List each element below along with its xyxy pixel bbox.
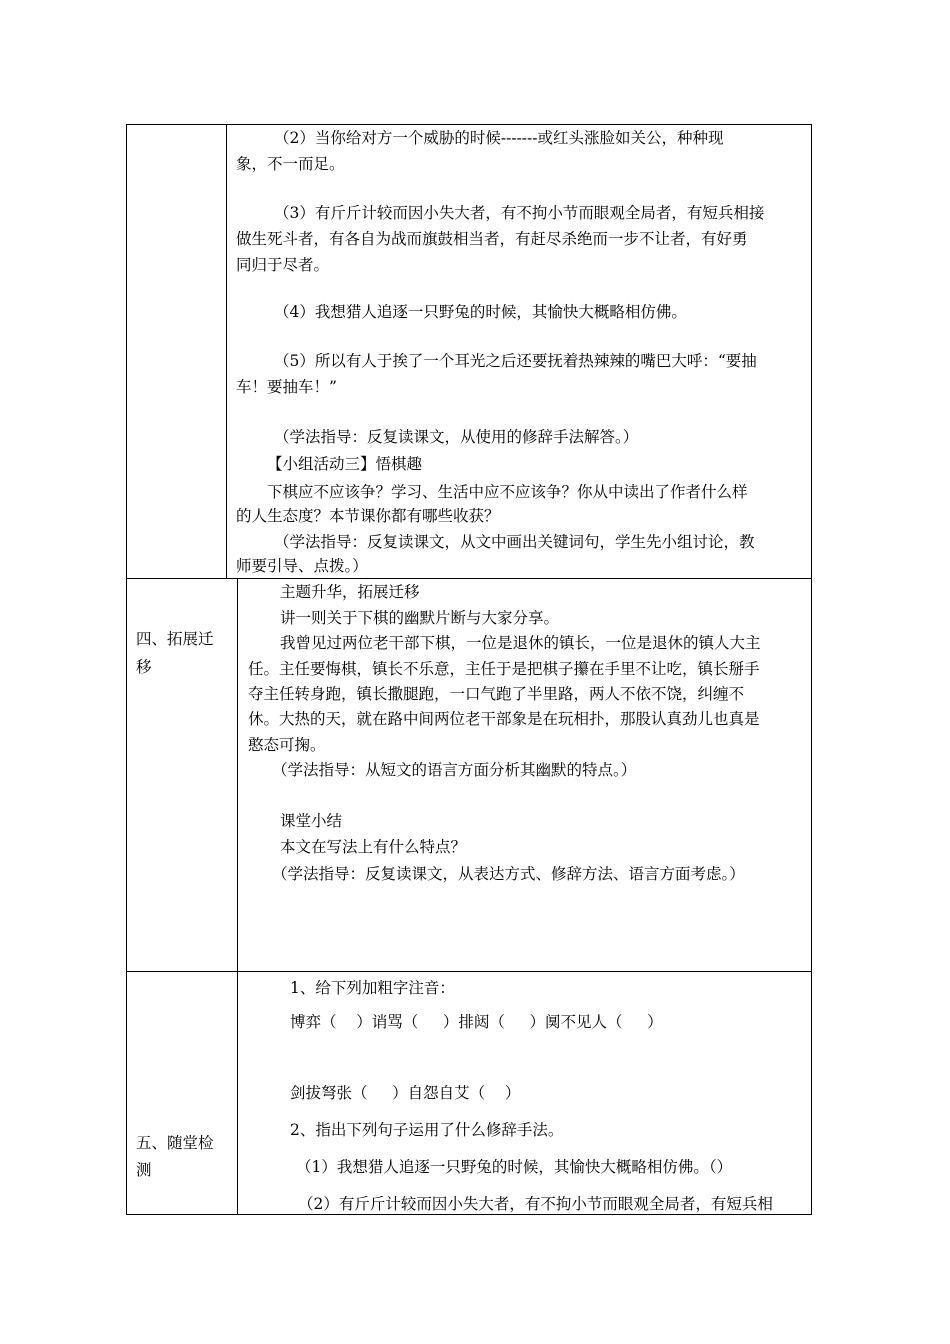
story-line5: 憨态可掬。 (248, 736, 326, 754)
item-5-line1: （5）所以有人于挨了一个耳光之后还要抚着热辣辣的嘴巴大呼：“要抽 (274, 352, 757, 370)
row-divider-1 (126, 578, 812, 579)
study-guide-4: （学法指导：反复读课文，从表达方式、修辞方法、语言方面考虑。） (272, 865, 745, 883)
question-2-item-1: （1）我想猎人追逐一只野兔的时候，其愉快大概略相仿佛。（） (296, 1158, 733, 1176)
question-2-item-2: （2）有斤斤计较而因小失大者，有不拘小节而眼观全局者，有短兵相 (298, 1195, 773, 1213)
question-1-items-line2: 剑拔弩张（ ）自怨自艾（ ） (290, 1084, 521, 1102)
question-1-items-line1: 博弈（ ）诮骂（ ）排闼（ ）阒不见人（ ） (290, 1013, 663, 1031)
study-guide-2-line2: 师要引导、点拨。） (236, 557, 368, 575)
study-guide-3: （学法指导：从短文的语言方面分析其幽默的特点。） (272, 761, 637, 779)
study-guide-2-line1: （学法指导：反复读课文，从文中画出关键词句，学生先小组讨论，教 (274, 533, 755, 551)
summary-question: 本文在写法上有什么特点？ (280, 838, 467, 856)
column-divider-row1 (226, 124, 227, 579)
section4-label-line1: 四、拓展迁 (136, 630, 214, 648)
item-2-line2: 象，不一而足。 (236, 155, 345, 173)
story-line2: 任。主任要悔棋，镇长不乐意，主任于是把棋子攥在手里不让吃，镇长掰手 (248, 660, 760, 678)
row-divider-2 (126, 971, 812, 972)
item-3-line2: 做生死斗者，有各自为战而旗鼓相当者，有赶尽杀绝而一步不让者，有好勇 (236, 230, 748, 248)
item-2-line1: （2）当你给对方一个威胁的时候-------或红头涨脸如关公，种种现 (274, 129, 724, 147)
section4-label-line2: 移 (136, 658, 152, 676)
story-line3: 夺主任转身跑，镇长撒腿跑，一口气跑了半里路，两人不依不饶，纠缠不 (248, 685, 745, 703)
section4-intro: 讲一则关于下棋的幽默片断与大家分享。 (280, 609, 560, 627)
column-divider-row2 (237, 578, 238, 1215)
question-2: 2、指出下列句子运用了什么修辞手法。 (290, 1121, 564, 1139)
table-border-left (126, 124, 127, 1215)
group-activity-title: 【小组活动三】悟棋趣 (267, 455, 423, 473)
story-line1: 我曾见过两位老干部下棋，一位是退休的镇长，一位是退休的镇人大主 (280, 634, 761, 652)
table-border-right (811, 124, 812, 1215)
question-1: 1、给下列加粗字注音： (290, 979, 455, 997)
story-line4: 休。大热的天，就在路中间两位老干部象是在玩相扑，那股认真劲儿也真是 (248, 710, 760, 728)
activity-question-line1: 下棋应不应该争？学习、生活中应不应该争？你从中读出了作者什么样 (267, 483, 748, 501)
section5-label-line1: 五、随堂检 (136, 1134, 214, 1152)
item-3-line3: 同归于尽者。 (236, 256, 330, 274)
section4-heading: 主题升华，拓展迁移 (280, 583, 420, 601)
item-5-line2: 车！要抽车！” (236, 378, 337, 396)
activity-question-line2: 的人生态度？本节课你都有哪些收获？ (236, 507, 500, 525)
item-3-line1: （3）有斤斤计较而因小失大者，有不拘小节而眼观全局者，有短兵相接 (274, 204, 765, 222)
study-guide-1: （学法指导：反复读课文，从使用的修辞手法解答。） (274, 428, 639, 446)
summary-title: 课堂小结 (280, 812, 343, 830)
section5-label-line2: 测 (136, 1161, 152, 1179)
item-4: （4）我想猎人追逐一只野兔的时候，其愉快大概略相仿佛。 (274, 303, 687, 321)
